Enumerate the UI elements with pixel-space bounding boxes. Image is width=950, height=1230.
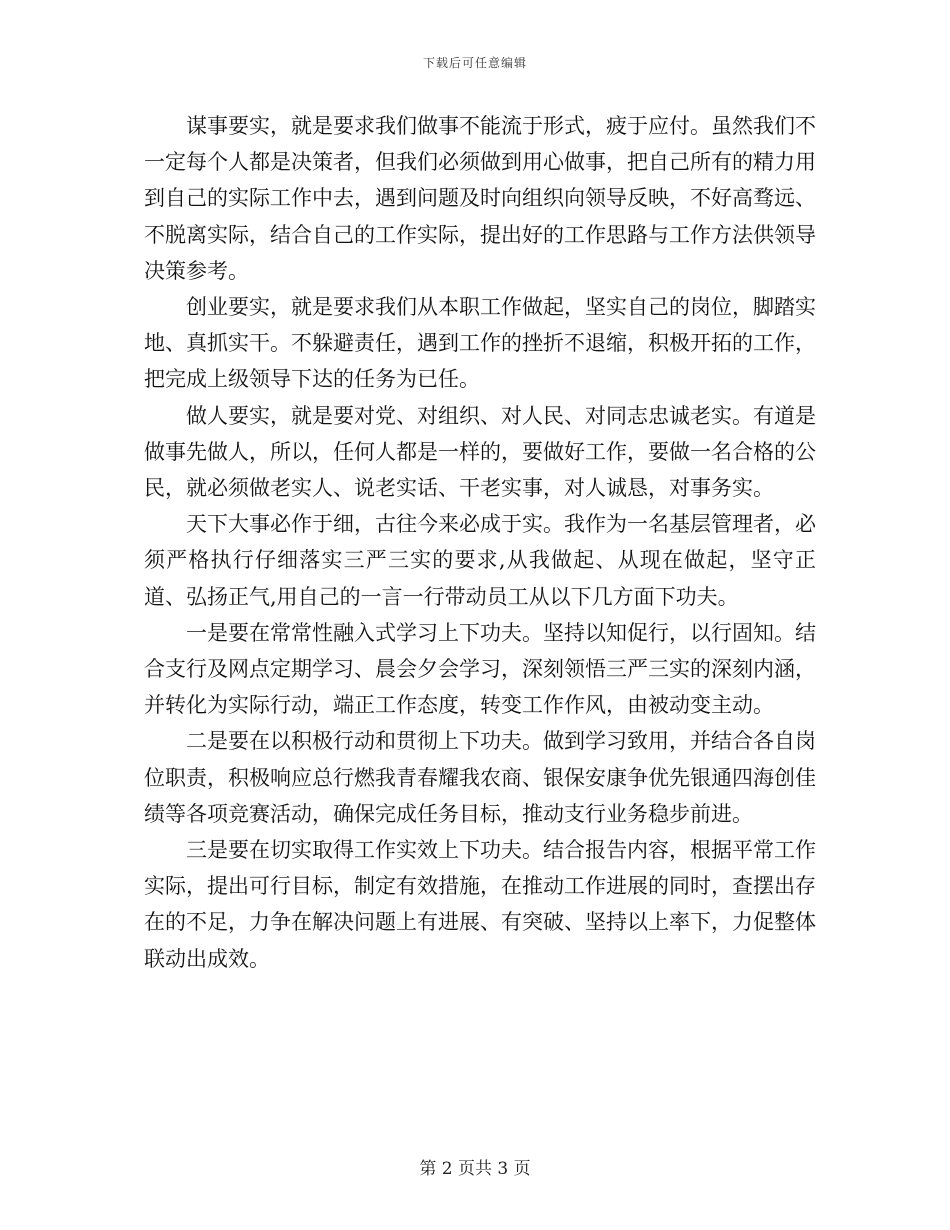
paragraph-2: 创业要实，就是要求我们从本职工作做起，坚实自己的岗位，脚踏实地、真抓实干。不躲避责任，遇到工作的挫折不退缩，积极开拓的工作，把完成上级领导下达的任务为已任。 bbox=[144, 295, 816, 392]
paragraph-3: 做人要实，就是要对党、对组织、对人民、对同志忠诚老实。有道是做事先做人，所以，任何人都是一样的，要做好工作，要做一名合格的公民，就必须做老实人、说老实话、干老实事，对人诚恳，对事务实。 bbox=[144, 403, 816, 501]
paragraph-4: 天下大事必作于细，古往今来必成于实。我作为一名基层管理者，必须严格执行仔细落实三严三实的要求,从我做起、从现在做起，坚守正道、弘扬正气,用自己的一言一行带动员工从以下几方面下功夫。 bbox=[144, 512, 816, 609]
paragraph-1: 谋事要实，就是要求我们做事不能流于形式，疲于应付。虽然我们不一定每个人都是决策者，但我们必须做到用心做事，把自己所有的精力用到自己的实际工作中去，遇到问题及时向组织向领导反映，不好高骛远、不脱离实际，结合自己的工作实际，提出好的工作思路与工作方法供领导决策参考。 bbox=[144, 114, 816, 283]
document-body bbox=[144, 108, 816, 977]
paragraph-7: 三是要在切实取得工作实效上下功夫。结合报告内容，根据平常工作实际，提出可行目标，制定有效措施，在推动工作进展的同时，查摆出存在的不足，力争在解决问题上有进展、有突破、坚持以上率下，力促整体联动出成效。 bbox=[144, 838, 816, 971]
page-number: 第 2 页共 3 页 bbox=[419, 1159, 531, 1179]
paragraph-6: 二是要在以积极行动和贯彻上下功夫。做到学习致用，并结合各自岗位职责，积极响应总行燃我青春耀我农商、银保安康争优先银通四海创佳绩等各项竞赛活动，确保完成任务目标，推动支行业务稳步前进。 bbox=[144, 729, 816, 826]
header-note: 下载后可任意编辑 bbox=[422, 56, 527, 70]
paragraph-5: 一是要在常常性融入式学习上下功夫。坚持以知促行，以行固知。结合支行及网点定期学习、晨会夕会学习，深刻领悟三严三实的深刻内涵，并转化为实际行动，端正工作态度，转变工作作风，由被动变主动。 bbox=[144, 620, 816, 718]
